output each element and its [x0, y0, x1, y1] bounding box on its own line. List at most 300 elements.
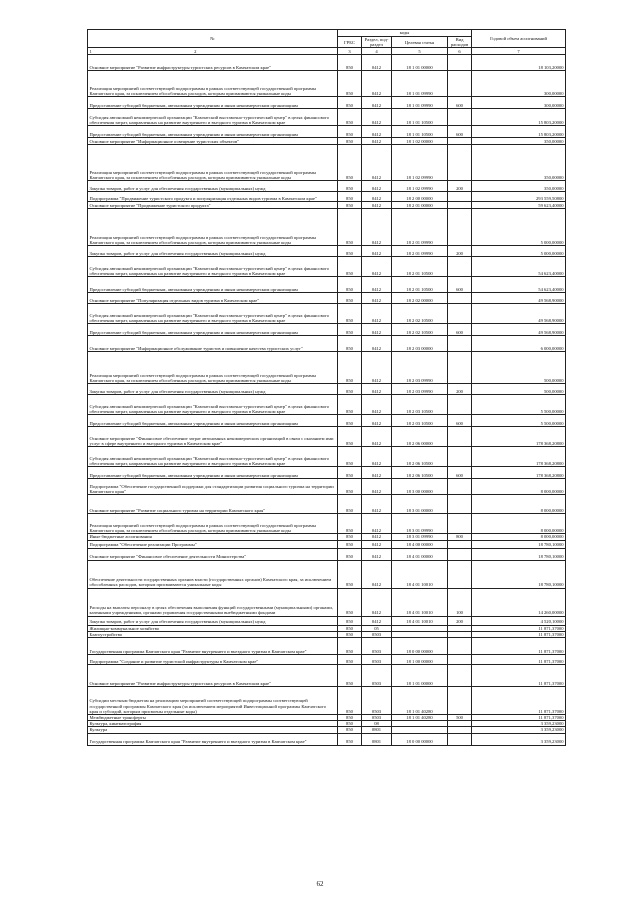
row-section: 0412 — [362, 395, 392, 415]
budget-table — [87, 29, 566, 746]
row-expense-type — [448, 514, 472, 534]
row-name: Реализация мероприятий соответствующей подпрограммы в рамках соответствующей государственной программы Камчатского края, за исключением обособленных расходов, которым присваиваются уникальные коды — [88, 209, 338, 246]
row-name: Благоустройство — [88, 631, 338, 637]
row-amount: 54 623,40000 — [472, 277, 566, 293]
row-amount: 15 803,20000 — [472, 126, 566, 138]
row-name: Основное мероприятие "Финансовое обеспечение деятельности Министерства" — [88, 548, 338, 560]
row-amount: 4 520,10000 — [472, 616, 566, 625]
row-expense-type — [448, 495, 472, 514]
row-section: 0412 — [362, 336, 392, 352]
table-row — [88, 71, 566, 97]
table-row — [88, 202, 566, 209]
table-row — [88, 733, 566, 745]
row-amount: 59 623,40000 — [472, 202, 566, 209]
row-amount: 11 871,37000 — [472, 631, 566, 637]
row-target-article: 18 0 00 00000 — [392, 733, 448, 745]
table-row — [88, 97, 566, 109]
row-grbs: 850 — [338, 534, 362, 540]
header-codes: коды — [338, 30, 472, 37]
table-row — [88, 192, 566, 202]
row-name: Основное мероприятие "Развитие инфраструктуры туристских ресурсов в Камчатском крае" — [88, 665, 338, 687]
column-index-5: 5 — [392, 48, 448, 55]
row-target-article: 18 2 01 09990 — [392, 246, 448, 257]
row-target-article: 18 2 03 09990 — [392, 352, 448, 384]
row-section: 0412 — [362, 126, 392, 138]
row-name: Иные бюджетные ассигнования — [88, 534, 338, 540]
row-grbs: 850 — [338, 202, 362, 209]
row-grbs: 850 — [338, 293, 362, 304]
table-row — [88, 514, 566, 534]
row-expense-type — [448, 202, 472, 209]
row-grbs: 850 — [338, 625, 362, 631]
row-grbs: 850 — [338, 588, 362, 616]
table-row — [88, 126, 566, 138]
row-amount: 11 871,37000 — [472, 665, 566, 687]
table-row — [88, 138, 566, 145]
row-target-article: 18 1 02 09990 — [392, 145, 448, 181]
column-index-7: 7 — [472, 48, 566, 55]
row-amount: 49 568,90000 — [472, 293, 566, 304]
table-row — [88, 352, 566, 384]
row-section: 0503 — [362, 631, 392, 637]
row-name: Основное мероприятие "Продвижение туристского продукта" — [88, 202, 338, 209]
row-target-article: 18 1 01 00000 — [392, 55, 448, 71]
row-section: 0412 — [362, 257, 392, 277]
row-section: 0412 — [362, 352, 392, 384]
row-grbs: 850 — [338, 257, 362, 277]
row-section: 0412 — [362, 534, 392, 540]
row-target-article: 18 1 02 00000 — [392, 138, 448, 145]
row-target-article: 18 2 03 10500 — [392, 395, 448, 415]
row-name: Основное мероприятие "Развитие инфраструктуры туристских ресурсов в Камчатском крае" — [88, 55, 338, 71]
table-row — [88, 324, 566, 336]
table-row — [88, 467, 566, 479]
row-expense-type — [448, 687, 472, 715]
row-grbs: 850 — [338, 495, 362, 514]
row-name: Предоставление субсидий бюджетным, автономным учреждениям и иным некоммерческим организациям — [88, 97, 338, 109]
row-expense-type — [448, 447, 472, 467]
row-grbs: 850 — [338, 246, 362, 257]
row-section: 0801 — [362, 733, 392, 745]
row-amount: 300,00000 — [472, 71, 566, 97]
table-row — [88, 548, 566, 560]
row-amount: 11 871,37000 — [472, 638, 566, 655]
row-target-article: 18 1 01 09990 — [392, 97, 448, 109]
row-name: Подпрограмма "Обеспечение реализации Программы" — [88, 540, 338, 548]
row-target-article: 18 2 06 00000 — [392, 427, 448, 447]
row-name: Субсидия автономной некоммерческой организации "Камчатский выставочно-туристический центр" в целях финансового обеспечения затрат, направленных на развитие внутреннего и въездного туризма в Камчатском крае — [88, 395, 338, 415]
row-name: Закупка товаров, работ и услуг для обеспечения государственных (муниципальных) нужд — [88, 616, 338, 625]
row-name: Предоставление субсидий бюджетным, автономным учреждениям и иным некоммерческим организациям — [88, 467, 338, 479]
row-section: 0412 — [362, 304, 392, 324]
column-index-3: 3 — [338, 48, 362, 55]
row-name: Основное мероприятие "Развитие социального туризма на территории Камчатского края" — [88, 495, 338, 514]
column-index-1: 1 — [89, 48, 92, 54]
row-section: 0412 — [362, 109, 392, 126]
row-name: Подпрограмма "Обеспечение государственной поддержки для стандартизации развития социального туризма на территории Камчатского края" — [88, 479, 338, 495]
row-expense-type — [448, 655, 472, 665]
row-section: 0412 — [362, 616, 392, 625]
row-amount: 54 623,40000 — [472, 257, 566, 277]
row-section: 0412 — [362, 277, 392, 293]
table-row — [88, 209, 566, 246]
row-name: Субсидия автономной некоммерческой организации "Камчатский выставочно-туристический центр" в целях финансового обеспечения затрат, направленных на развитие внутреннего и въездного туризма в Камчатском крае — [88, 304, 338, 324]
row-section: 0503 — [362, 655, 392, 665]
row-amount: 18 780,10000 — [472, 540, 566, 548]
row-amount: 5 000,00000 — [472, 209, 566, 246]
row-target-article: 18 1 01 10500 — [392, 126, 448, 138]
row-section: 0412 — [362, 427, 392, 447]
row-section: 0412 — [362, 97, 392, 109]
row-name: Реализация мероприятий соответствующей подпрограммы в рамках соответствующей государственной программы Камчатского края, за исключением обособленных расходов, которым присваиваются уникальные коды — [88, 71, 338, 97]
row-target-article: 18 4 01 10010 — [392, 560, 448, 588]
row-expense-type — [448, 395, 472, 415]
row-section: 0412 — [362, 447, 392, 467]
row-grbs: 850 — [338, 97, 362, 109]
row-expense-type — [448, 293, 472, 304]
table-row — [88, 55, 566, 71]
row-section: 0412 — [362, 560, 392, 588]
row-target-article: 18 2 02 10500 — [392, 324, 448, 336]
table-header — [88, 30, 566, 55]
row-amount: 8 000,00000 — [472, 514, 566, 534]
row-grbs: 850 — [338, 560, 362, 588]
row-target-article: 18 3 01 09990 — [392, 514, 448, 534]
row-grbs: 850 — [338, 721, 362, 727]
row-target-article: 18 4 01 10010 — [392, 616, 448, 625]
row-name: Субсидия автономной некоммерческой организации "Камчатский выставочно-туристический центр" в целях финансового обеспечения затрат, направленных на развитие внутреннего и въездного туризма в Камчатском крае — [88, 109, 338, 126]
row-target-article: 18 1 01 09990 — [392, 71, 448, 97]
row-grbs: 850 — [338, 447, 362, 467]
row-amount: 11 871,37000 — [472, 687, 566, 715]
row-name: Предоставление субсидий бюджетным, автономным учреждениям и иным некоммерческим организациям — [88, 415, 338, 427]
column-index-row — [88, 48, 566, 55]
row-name: Подпрограмма "Продвижение туристского продукта и популяризация отдельных видов туризма в Камчатском крае" — [88, 192, 338, 202]
table-row — [88, 687, 566, 715]
row-section: 0412 — [362, 540, 392, 548]
row-expense-type — [448, 638, 472, 655]
row-section: 08 — [362, 721, 392, 727]
row-target-article: 18 2 01 09990 — [392, 209, 448, 246]
row-name: Основное мероприятие "Информационное обслуживание туристов и повышение качества туристских услуг" — [88, 336, 338, 352]
row-grbs: 850 — [338, 109, 362, 126]
row-grbs: 850 — [338, 687, 362, 715]
row-section: 0412 — [362, 145, 392, 181]
row-name: Государственная программа Камчатского края "Развитие внутреннего и въездного туризма в Камчатском крае" — [88, 638, 338, 655]
row-expense-type — [448, 352, 472, 384]
row-grbs: 850 — [338, 479, 362, 495]
row-section: 0412 — [362, 209, 392, 246]
row-expense-type — [448, 560, 472, 588]
row-section: 0412 — [362, 192, 392, 202]
row-name: Жилищно-коммунальное хозяйство — [88, 625, 338, 631]
row-name: Закупка товаров, работ и услуг для обеспечения государственных (муниципальных) нужд — [88, 384, 338, 395]
row-expense-type — [448, 145, 472, 181]
header-target-article: Целевая статья — [392, 37, 448, 48]
row-grbs: 850 — [338, 715, 362, 721]
row-expense-type: 800 — [448, 534, 472, 540]
table-row — [88, 384, 566, 395]
table-row — [88, 109, 566, 126]
row-section: 0503 — [362, 665, 392, 687]
row-name: Подпрограмма "Создание и развитие туристской инфраструктуры в Камчатском крае" — [88, 655, 338, 665]
row-target-article: 18 2 03 00000 — [392, 336, 448, 352]
row-target-article: 18 4 01 00000 — [392, 548, 448, 560]
row-expense-type — [448, 336, 472, 352]
row-amount: 11 871,37000 — [472, 655, 566, 665]
row-amount: 8 000,00000 — [472, 479, 566, 495]
row-amount: 8 000,00000 — [472, 495, 566, 514]
row-section: 0503 — [362, 687, 392, 715]
row-expense-type: 600 — [448, 126, 472, 138]
row-grbs: 850 — [338, 540, 362, 548]
row-expense-type: 600 — [448, 324, 472, 336]
row-target-article: 18 2 01 10500 — [392, 257, 448, 277]
row-section: 0503 — [362, 638, 392, 655]
row-grbs: 850 — [338, 304, 362, 324]
row-grbs: 850 — [338, 192, 362, 202]
row-name: Реализация мероприятий соответствующей подпрограммы в рамках соответствующей государственной программы Камчатского края, за исключением обособленных расходов, которым присваиваются уникальные коды — [88, 514, 338, 534]
row-grbs: 850 — [338, 638, 362, 655]
row-name: Основное мероприятие "Финансовое обеспечение затрат автономных некоммерческих организаций в связи с оказанием ими услуг в сфере внутреннего и въездного туризма в Камчатском крае" — [88, 427, 338, 447]
row-expense-type — [448, 427, 472, 447]
row-expense-type — [448, 109, 472, 126]
row-expense-type: 600 — [448, 467, 472, 479]
row-grbs: 850 — [338, 467, 362, 479]
table-row — [88, 415, 566, 427]
row-target-article: 18 3 00 00000 — [392, 479, 448, 495]
row-name: Культура, кинематография — [88, 721, 338, 727]
row-target-article: 18 3 01 09990 — [392, 534, 448, 540]
row-name: Закупка товаров, работ и услуг для обеспечения государственных (муниципальных) нужд — [88, 246, 338, 257]
row-target-article: 18 1 01 40280 — [392, 715, 448, 721]
row-target-article: 18 1 01 00000 — [392, 665, 448, 687]
row-amount: 3 359,23000 — [472, 721, 566, 727]
row-expense-type — [448, 209, 472, 246]
page-number: 62 — [316, 880, 324, 888]
table-row — [88, 447, 566, 467]
table-row — [88, 479, 566, 495]
row-name: Межбюджетные трансферты — [88, 715, 338, 721]
row-expense-type: 100 — [448, 588, 472, 616]
row-section: 0412 — [362, 202, 392, 209]
row-grbs: 850 — [338, 277, 362, 293]
row-expense-type: 200 — [448, 384, 472, 395]
row-amount: 18 780,10000 — [472, 560, 566, 588]
column-index — [88, 48, 338, 55]
row-target-article: 18 2 06 10500 — [392, 467, 448, 479]
table-row — [88, 277, 566, 293]
row-amount: 178 368,20800 — [472, 447, 566, 467]
row-name: Субсидии местным бюджетам на реализацию мероприятий соответствующей подпрограммы соответствующей государственной программы Камчатского края (за исключением мероприятий Инвестиционной программы Камчатского края и субсидий, которым присвоены отдельные коды) — [88, 687, 338, 715]
row-name: Расходы на выплаты персоналу в целях обеспечения выполнения функций государственными (муниципальными) органами, казенными учреждениями, органами управления государственными внебюджетными фондами — [88, 588, 338, 616]
row-expense-type: 200 — [448, 616, 472, 625]
column-index-4: 4 — [362, 48, 392, 55]
header-number-and-name: № — [88, 30, 338, 48]
row-amount: 500,00000 — [472, 384, 566, 395]
row-grbs: 850 — [338, 352, 362, 384]
table-row — [88, 145, 566, 181]
header-section: Раздел, под-раздел — [362, 37, 392, 48]
row-target-article: 18 4 00 00000 — [392, 540, 448, 548]
row-section: 0412 — [362, 479, 392, 495]
row-amount: 350,00000 — [472, 145, 566, 181]
row-grbs: 850 — [338, 548, 362, 560]
row-amount: 49 568,90000 — [472, 324, 566, 336]
row-grbs: 850 — [338, 71, 362, 97]
table-row — [88, 257, 566, 277]
row-name: Основное мероприятие "Информационное освещение туристских объектов" — [88, 138, 338, 145]
row-section: 0412 — [362, 246, 392, 257]
table-row — [88, 495, 566, 514]
row-section: 0412 — [362, 588, 392, 616]
row-amount: 49 568,90000 — [472, 304, 566, 324]
table-row — [88, 181, 566, 192]
row-expense-type: 200 — [448, 181, 472, 192]
table-row — [88, 540, 566, 548]
row-section: 0801 — [362, 727, 392, 733]
row-amount: 11 871,37000 — [472, 715, 566, 721]
table-row — [88, 638, 566, 655]
row-section: 0412 — [362, 548, 392, 560]
row-grbs: 850 — [338, 138, 362, 145]
row-name: Предоставление субсидий бюджетным, автономным учреждениям и иным некоммерческим организациям — [88, 324, 338, 336]
row-target-article: 18 2 00 00000 — [392, 192, 448, 202]
row-grbs: 850 — [338, 336, 362, 352]
row-name: Закупка товаров, работ и услуг для обеспечения государственных (муниципальных) нужд — [88, 181, 338, 192]
row-expense-type: 600 — [448, 415, 472, 427]
row-name: Обеспечение деятельности государственных органов власти (государственных органов) Камчатского края, за исключением обособленных расходов, которым присваиваются уникальные коды — [88, 560, 338, 588]
row-grbs: 850 — [338, 384, 362, 395]
row-expense-type — [448, 304, 472, 324]
table-row — [88, 336, 566, 352]
row-target-article: 18 2 06 10500 — [392, 447, 448, 467]
row-expense-type — [448, 138, 472, 145]
header-grbs: ГРБС — [338, 37, 362, 48]
column-index-6: 6 — [448, 48, 472, 55]
row-amount: 5 500,00000 — [472, 395, 566, 415]
row-expense-type — [448, 479, 472, 495]
table-row — [88, 427, 566, 447]
row-target-article: 18 1 02 09990 — [392, 181, 448, 192]
table-row — [88, 655, 566, 665]
row-grbs: 850 — [338, 324, 362, 336]
row-grbs: 850 — [338, 126, 362, 138]
row-amount: 18 103,20000 — [472, 55, 566, 71]
row-expense-type — [448, 540, 472, 548]
row-amount: 15 803,20000 — [472, 109, 566, 126]
row-target-article: 18 4 01 10010 — [392, 588, 448, 616]
row-amount: 5 000,00000 — [472, 246, 566, 257]
row-expense-type — [448, 665, 472, 687]
row-amount: 178 368,20800 — [472, 467, 566, 479]
row-name: Предоставление субсидий бюджетным, автономным учреждениям и иным некоммерческим организациям — [88, 126, 338, 138]
row-target-article: 18 1 01 40280 — [392, 687, 448, 715]
row-target-article: 18 2 03 09990 — [392, 384, 448, 395]
row-amount: 11 871,37000 — [472, 625, 566, 631]
row-section: 0412 — [362, 138, 392, 145]
row-name: Основное мероприятие "Популяризация отдельных видов туризма в Камчатском крае" — [88, 293, 338, 304]
row-section: 0412 — [362, 415, 392, 427]
row-section: 05 — [362, 625, 392, 631]
row-target-article: 18 2 03 10500 — [392, 415, 448, 427]
row-expense-type: 500 — [448, 715, 472, 721]
row-target-article: 18 3 01 00000 — [392, 495, 448, 514]
row-expense-type — [448, 55, 472, 71]
row-target-article: 18 2 01 10500 — [392, 277, 448, 293]
row-amount: 5 500,00000 — [472, 415, 566, 427]
table-row — [88, 395, 566, 415]
row-section: 0503 — [362, 715, 392, 721]
row-name: Государственная программа Камчатского края "Развитие внутреннего и въездного туризма в Камчатском крае" — [88, 733, 338, 745]
row-section: 0412 — [362, 324, 392, 336]
row-grbs: 850 — [338, 631, 362, 637]
row-amount: 500,00000 — [472, 352, 566, 384]
row-name: Предоставление субсидий бюджетным, автономным учреждениям и иным некоммерческим организациям — [88, 277, 338, 293]
row-name: Культура — [88, 727, 338, 733]
row-grbs: 850 — [338, 616, 362, 625]
row-amount: 6 000,00000 — [472, 336, 566, 352]
row-amount: 350,00000 — [472, 181, 566, 192]
row-target-article: 18 2 02 00000 — [392, 293, 448, 304]
row-grbs: 850 — [338, 395, 362, 415]
row-name: Субсидия автономной некоммерческой организации "Камчатский выставочно-туристический центр" в целях финансового обеспечения затрат, направленных на развитие внутреннего и въездного туризма в Камчатском крае — [88, 257, 338, 277]
row-expense-type: 200 — [448, 246, 472, 257]
row-name: Реализация мероприятий соответствующей подпрограммы в рамках соответствующей государственной программы Камчатского края, за исключением обособленных расходов, которым присваиваются уникальные коды — [88, 352, 338, 384]
table-row — [88, 665, 566, 687]
row-grbs: 850 — [338, 427, 362, 447]
row-expense-type — [448, 257, 472, 277]
column-index-2: 2 — [194, 48, 197, 54]
row-expense-type: 600 — [448, 97, 472, 109]
row-section: 0412 — [362, 514, 392, 534]
row-grbs: 850 — [338, 55, 362, 71]
table-row — [88, 293, 566, 304]
row-section: 0412 — [362, 384, 392, 395]
row-amount: 3 359,23000 — [472, 733, 566, 745]
header-annual-amount: Годовой объем ассигнований — [472, 30, 566, 48]
row-section: 0412 — [362, 71, 392, 97]
row-grbs: 850 — [338, 209, 362, 246]
table-row — [88, 560, 566, 588]
row-name: Субсидия автономной некоммерческой организации "Камчатский выставочно-туристический центр" в целях финансового обеспечения затрат, направленных на развитие внутреннего и въездного туризма в Камчатском крае — [88, 447, 338, 467]
header-expense-type: Вид расходов — [448, 37, 472, 48]
row-amount: 8 000,00000 — [472, 534, 566, 540]
table-row — [88, 616, 566, 625]
row-amount: 178 368,20800 — [472, 427, 566, 447]
table-row — [88, 246, 566, 257]
row-grbs: 850 — [338, 145, 362, 181]
row-expense-type — [448, 71, 472, 97]
row-grbs: 850 — [338, 514, 362, 534]
row-amount: 3 359,23000 — [472, 727, 566, 733]
row-grbs: 850 — [338, 181, 362, 192]
row-amount: 14 260,00000 — [472, 588, 566, 616]
row-target-article: 18 1 01 10500 — [392, 109, 448, 126]
row-target-article: 18 2 02 10500 — [392, 304, 448, 324]
row-section: 0412 — [362, 467, 392, 479]
row-section: 0412 — [362, 495, 392, 514]
row-grbs: 850 — [338, 727, 362, 733]
row-amount: 300,00000 — [472, 97, 566, 109]
row-grbs: 850 — [338, 733, 362, 745]
table-body — [88, 55, 566, 745]
row-section: 0412 — [362, 293, 392, 304]
row-grbs: 850 — [338, 415, 362, 427]
row-target-article: 18 2 01 00000 — [392, 202, 448, 209]
table-row — [88, 588, 566, 616]
row-name: Реализация мероприятий соответствующей подпрограммы в рамках соответствующей государственной программы Камчатского края, за исключением обособленных расходов, которым присваиваются уникальные коды — [88, 145, 338, 181]
